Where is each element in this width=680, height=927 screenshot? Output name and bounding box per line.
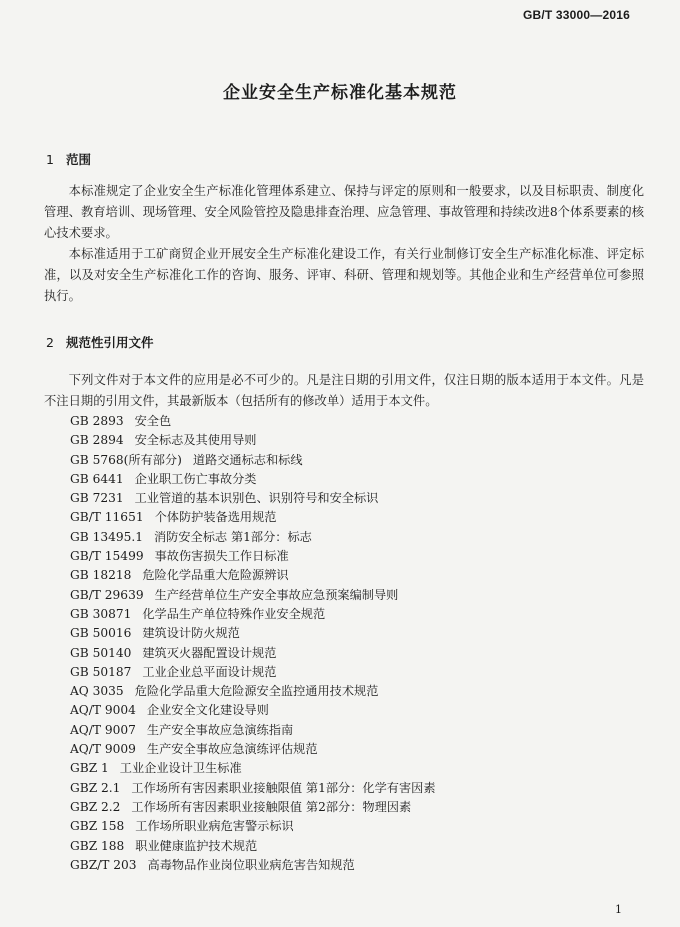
reference-title: 企业安全文化建设导则 [146,703,269,718]
reference-code: GB 50187 [70,664,132,679]
reference-item [70,759,650,778]
document-title: 企业安全生产标准化基本规范 [223,83,457,103]
reference-code: GBZ/T 203 [70,857,137,872]
reference-code: GB/T 29639 [70,587,144,602]
reference-item [70,721,650,740]
reference-title: 安全标志及其使用导则 [134,433,257,448]
standard-code: GB/T 33000—2016 [522,8,630,22]
reference-item [70,470,650,489]
reference-item [70,740,650,759]
reference-title: 工作场所有害因素职业接触限值 第2部分：物理因素 [131,799,412,814]
reference-title: 工作场所职业病危害警示标识 [135,819,294,834]
reference-item [70,489,650,508]
reference-title: 建筑灭火器配置设计规范 [142,645,277,660]
reference-code: AQ/T 9009 [70,742,136,757]
section-title: 规范性引用文件 [66,335,154,350]
reference-item [70,586,650,605]
reference-item [70,451,650,470]
reference-item [70,779,650,798]
reference-item [70,431,650,450]
reference-item [70,798,650,817]
reference-code: GBZ 2.1 [70,780,121,795]
reference-title: 危险化学品重大危险源安全监控通用技术规范 [134,684,379,699]
reference-code: GBZ 1 [70,761,109,776]
reference-title: 消防安全标志 第1部分：标志 [153,529,312,544]
reference-title: 职业健康监护技术规范 [135,838,258,853]
reference-code: GB 30871 [70,606,132,621]
reference-code: GB/T 15499 [70,549,144,564]
reference-code: GBZ 2.2 [70,799,121,814]
reference-title: 生产安全事故应急演练指南 [146,722,294,737]
reference-item [70,682,650,701]
section-number: 2 [46,335,54,350]
reference-item [70,547,650,566]
reference-code: AQ 3035 [70,684,124,699]
reference-title: 生产经营单位生产安全事故应急预案编制导则 [154,587,399,602]
scope-paragraph-2: 本标准适用于工矿商贸企业开展安全生产标准化建设工作，有关行业制修订安全生产标准化标准、评定标准，以及对安全生产标准化工作的咨询、服务、评审、科研、管理和规划等。其他企业和生产经营单位可参照执行。 [44,247,644,303]
reference-item [70,508,650,527]
reference-title: 安全色 [134,414,172,428]
reference-title: 道路交通标志和标线 [192,452,303,467]
reference-item [70,817,650,836]
reference-item [70,624,650,643]
reference-item [70,528,650,547]
reference-title: 事故伤害损失工作日标准 [154,549,289,564]
reference-code: GB 5768(所有部分) [70,452,182,467]
reference-title: 生产安全事故应急演练评估规范 [146,742,318,757]
references-intro-paragraph: 下列文件对于本文件的应用是必不可少的。凡是注日期的引用文件，仅注日期的版本适用于本文件。凡是不注日期的引用文件，其最新版本（包括所有的修改单）适用于本文件。 [44,373,644,408]
reference-code: GB 2893 [70,414,124,428]
reference-code: AQ/T 9004 [70,703,136,718]
reference-code: GB 18218 [70,568,132,583]
reference-code: GBZ 158 [70,819,125,834]
section-heading-scope [46,150,91,168]
section-heading-normative-references [46,333,154,351]
reference-title: 企业职工伤亡事故分类 [134,471,257,486]
reference-item [70,856,650,875]
reference-code: GB/T 11651 [70,510,144,525]
reference-title: 工业企业总平面设计规范 [142,664,277,679]
reference-title: 高毒物品作业岗位职业病危害告知规范 [147,857,355,872]
reference-code: GBZ 188 [70,838,125,853]
reference-code: GB 50140 [70,645,132,660]
reference-list [70,412,650,875]
page-number: 1 [615,903,622,916]
reference-title: 工业企业设计卫生标准 [119,761,242,776]
reference-code: GB 2894 [70,433,124,448]
reference-item [70,837,650,856]
reference-title: 化学品生产单位特殊作业安全规范 [142,606,326,621]
scope-paragraph-1: 本标准规定了企业安全生产标准化管理体系建立、保持与评定的原则和一般要求，以及目标职责、制度化管理、教育培训、现场管理、安全风险管控及隐患排查治理、应急管理、事故管理和持续改进8个体系要素的核心技术要求。 [44,184,644,240]
reference-title: 工作场所有害因素职业接触限值 第1部分：化学有害因素 [131,780,436,795]
reference-item [70,701,650,720]
reference-title: 个体防护装备选用规范 [154,510,277,525]
reference-title: 建筑设计防火规范 [142,626,240,641]
reference-item [70,644,650,663]
reference-code: GB 13495.1 [70,529,143,544]
reference-item [70,605,650,624]
reference-code: GB 7231 [70,491,124,506]
section-title: 范围 [66,152,92,167]
reference-code: GB 50016 [70,626,132,641]
section-number: 1 [46,152,54,167]
reference-code: GB 6441 [70,471,124,486]
reference-item [70,663,650,682]
reference-code: AQ/T 9007 [70,722,136,737]
reference-title: 工业管道的基本识别色、识别符号和安全标识 [134,491,379,506]
reference-item [70,566,650,585]
reference-item [70,412,650,431]
reference-title: 危险化学品重大危险源辨识 [142,568,289,583]
